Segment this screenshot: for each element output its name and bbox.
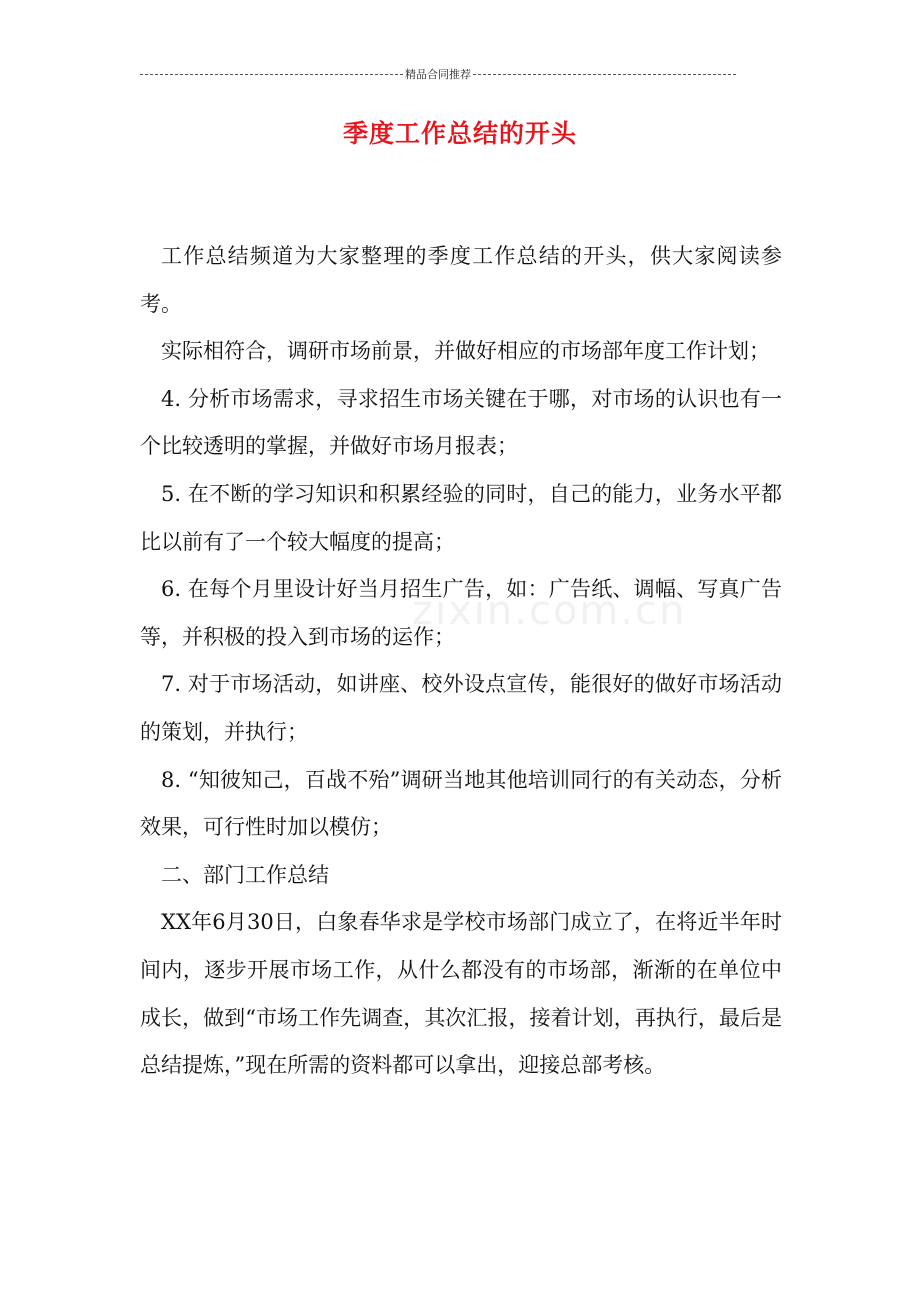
header-rule [140,66,736,82]
document-body [140,233,782,1090]
section-heading: 二、部门工作总结 [161,862,329,887]
list-item-8: 8. “知彼知己，百战不殆”调研当地其他培训同行的有关动态，分析效果，可行性时加以模仿； [140,767,782,840]
list-item-6: 6. 在每个月里设计好当月招生广告，如：广告纸、调幅、写真广告等，并积极的投入到市场的运作； [140,577,782,649]
document-title: 季度工作总结的开头 [342,119,577,148]
list-item-5: 5. 在不断的学习知识和积累经验的同时，自己的能力，业务水平都比以前有了一个较大幅度的提高； [140,481,782,554]
watermark: zixin.com.cn [412,588,687,634]
header-dashed-line-left [140,74,403,75]
list-item-7: 7. 对于市场活动，如讲座、校外设点宣传，能很好的做好市场活动的策划，并执行； [140,672,782,744]
paragraph: 实际相符合，调研市场前景，并做好相应的市场部年度工作计划； [161,339,770,364]
header-dashed-line-right [473,74,736,75]
header-label: 精品合同推荐 [405,68,471,81]
list-item-4: 4. 分析市场需求，寻求招生市场关键在于哪，对市场的认识也有一个比较透明的掌握，并做好市场月报表； [140,386,782,459]
paragraph: XX年6月30日，白象春华求是学校市场部门成立了，在将近半年时间内，逐步开展市场工作，从什么都没有的市场部，渐渐的在单位中成长，做到“市场工作先调查，其次汇报，接着计划，再执行，最后是总结提炼，”现在所需的资料都可以拿出，迎接总部考核。 [140,910,782,1078]
paragraph-intro: 工作总结频道为大家整理的季度工作总结的开头，供大家阅读参考。 [140,244,782,316]
